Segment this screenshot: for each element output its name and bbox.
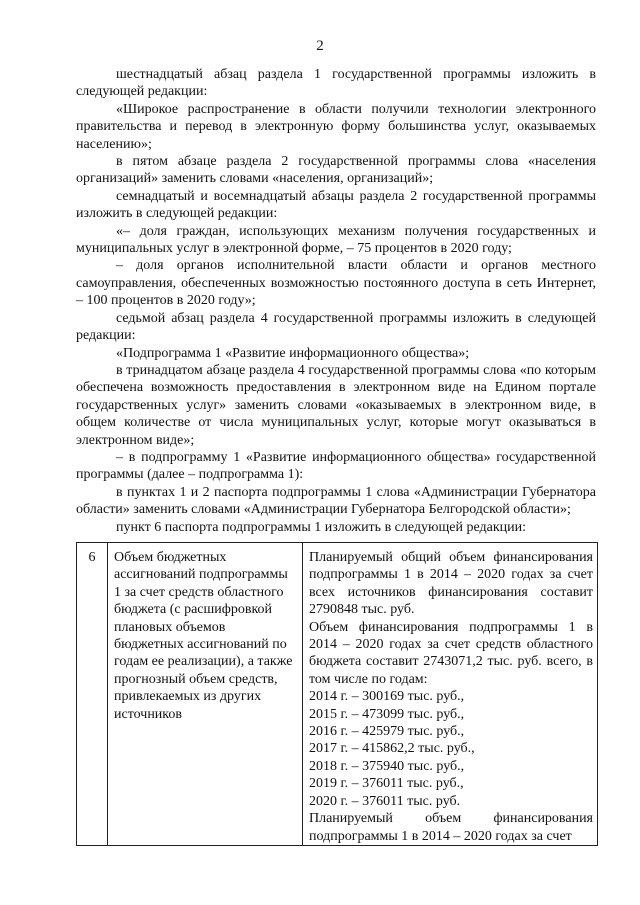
year-line: 2018 г. – 375940 тыс. руб., xyxy=(309,758,465,774)
row-number: 6 xyxy=(88,550,96,565)
paragraph: – в подпрограмму 1 «Развитие информационного общества» государственной программы (далее – подпрограмма 1): xyxy=(76,449,596,483)
paragraph: «– доля граждан, использующих механизм получения государственных и муниципальных услуг в электронной форме, – 75 процентов в 2020 году; xyxy=(76,223,596,257)
year-line: 2016 г. – 425979 тыс. руб., xyxy=(309,724,465,740)
page-number: 2 xyxy=(316,38,324,54)
paragraph: в пятом абзаце раздела 2 государственной программы слова «населения организаций» заменить словами «населения, организаций»; xyxy=(76,154,596,187)
year-line: 2014 г. – 300169 тыс. руб., xyxy=(309,689,465,705)
year-line: 2020 г. – 376011 тыс. руб. xyxy=(309,793,461,809)
regional-financing-text: Объем финансирования подпрограммы 1 в 2014 – 2020 годах за счет средств областного бюджета составит 2743071,2 тыс. руб. всего, в том числе по годам: xyxy=(309,619,593,687)
paragraph: в тринадцатом абзаце раздела 4 государственной программы слова «по которым обеспечена возможность предоставления в электронном виде на Едином портале государственных услуг» заменить словами «оказываемых в электронном виде, в общем количестве от числа муниципальных услуг, которые могут оказываться в электронном виде»; xyxy=(76,362,596,448)
paragraph: в пунктах 1 и 2 паспорта подпрограммы 1 слова «Администрации Губернатора области» заменить словами «Администрации Губернатора Белгородской области»; xyxy=(76,484,596,518)
financing-cell xyxy=(303,543,598,846)
row-number-cell xyxy=(77,543,108,846)
paragraph: «Подпрограмма 1 «Развитие информационного общества»; xyxy=(116,345,470,361)
paragraph: «Широкое распространение в области получили технологии электронного правительства и перевод в электронную форму большинства услуг, оказываемых населению»; xyxy=(76,101,596,152)
planned-financing-text: Планируемый объем финансирования подпрограммы 1 в 2014 – 2020 годах за счет xyxy=(309,811,593,844)
description-cell xyxy=(108,543,303,846)
document-body xyxy=(76,66,596,536)
description-text: Объем бюджетных ассигнований подпрограммы 1 за счет средств областного бюджета (с расшифровкой плановых объемов бюджетных ассигнований по годам ее реализации), а также прогнозный объем средств, привлекаемых из других источников xyxy=(114,550,293,722)
year-line: 2019 г. – 376011 тыс. руб., xyxy=(309,776,464,792)
paragraph: шестнадцатый абзац раздела 1 государственной программы изложить в следующей редакции: xyxy=(76,67,596,100)
paragraph: семнадцатый и восемнадцатый абзацы раздела 2 государственной программы изложить в следующей редакции: xyxy=(76,188,596,222)
passport-table xyxy=(76,542,598,846)
paragraph: седьмой абзац раздела 4 государственной программы изложить в следующей редакции: xyxy=(76,310,596,344)
paragraph: – доля органов исполнительной власти области и органов местного самоуправления, обеспеченных возможностью постоянного доступа в сеть Интернет, – 100 процентов в 2020 году»; xyxy=(76,258,596,309)
total-financing-text: Планируемый общий объем финансирования подпрограммы 1 в 2014 – 2020 годах за счет всех источников финансирования составит 2790848 тыс. руб. xyxy=(309,550,593,618)
table-row xyxy=(77,543,598,846)
paragraph: пункт 6 паспорта подпрограммы 1 изложить в следующей редакции: xyxy=(116,519,527,535)
year-line: 2017 г. – 415862,2 тыс. руб., xyxy=(309,741,475,757)
year-line: 2015 г. – 473099 тыс. руб., xyxy=(309,706,465,722)
